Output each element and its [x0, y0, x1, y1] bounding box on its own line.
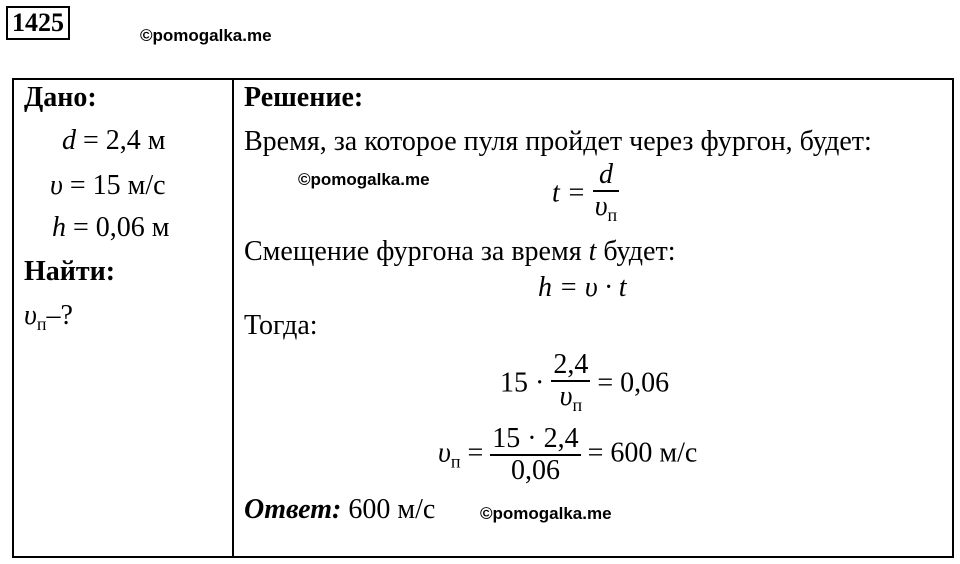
- subscript-p: п: [36, 314, 47, 334]
- problem-number: 1425: [6, 6, 70, 40]
- answer-value: 600 м/с: [341, 494, 436, 525]
- watermark: ©pomogalka.me: [480, 504, 612, 523]
- given-d-value: = 2,4 м: [76, 125, 166, 156]
- find-heading: Найти:: [24, 256, 116, 287]
- given-h: [52, 212, 170, 244]
- answer-label: Ответ:: [244, 494, 342, 525]
- formula-result-rhs: = 600 м/с: [580, 437, 698, 469]
- watermark: ©pomogalka.me: [298, 170, 430, 189]
- fraction-denominator: 0,06: [490, 454, 580, 486]
- var-v: υ: [438, 437, 451, 469]
- find-suffix: –?: [46, 300, 73, 331]
- subscript-p: п: [572, 395, 583, 415]
- fraction-numerator: 15 · 2,4: [492, 423, 579, 454]
- given-heading: Дано:: [24, 82, 97, 113]
- formula-equation-rhs: = 0,06: [590, 367, 670, 399]
- equals-sign: =: [460, 437, 491, 469]
- var-d: d: [62, 125, 76, 156]
- formula-displacement: h = υ · t: [538, 272, 627, 303]
- formula-time: [552, 160, 619, 230]
- solution-line-2-pre: Смещение фургона за время: [244, 236, 589, 267]
- fraction-denominator: [551, 380, 590, 420]
- given-d: [62, 125, 166, 157]
- solution-line-2: [244, 236, 675, 268]
- fraction: [490, 424, 580, 486]
- find-target: [24, 300, 73, 340]
- var-v: υ: [559, 381, 573, 412]
- var-h: h: [52, 212, 66, 243]
- var-v: υ: [50, 170, 63, 201]
- given-v: [50, 170, 166, 202]
- var-v: υ: [24, 300, 37, 331]
- fraction-numerator: 2,4: [553, 349, 589, 380]
- column-divider: [232, 78, 234, 558]
- fraction: [593, 160, 620, 230]
- var-v: υ: [594, 191, 608, 222]
- subscript-p: п: [450, 451, 461, 472]
- fraction: [551, 350, 590, 420]
- solution-heading: Решение:: [244, 82, 364, 113]
- solution-line-2-post: будет:: [596, 236, 676, 267]
- formula-equation: [500, 350, 669, 420]
- given-h-value: = 0,06 м: [66, 212, 170, 243]
- answer-line: [244, 494, 435, 526]
- fraction-numerator: d: [598, 159, 613, 190]
- var-t: t: [588, 236, 597, 267]
- subscript-p: п: [607, 205, 618, 225]
- watermark: ©pomogalka.me: [140, 26, 272, 45]
- formula-equation-lhs: 15 ·: [500, 367, 552, 399]
- solution-line-3: Тогда:: [244, 310, 318, 341]
- formula-result: [438, 424, 697, 486]
- fraction-denominator: [593, 190, 620, 230]
- formula-time-lhs: t =: [552, 177, 593, 209]
- solution-line-1: Время, за которое пуля пройдет через фургон, будет:: [244, 126, 872, 157]
- given-v-value: = 15 м/с: [62, 170, 166, 201]
